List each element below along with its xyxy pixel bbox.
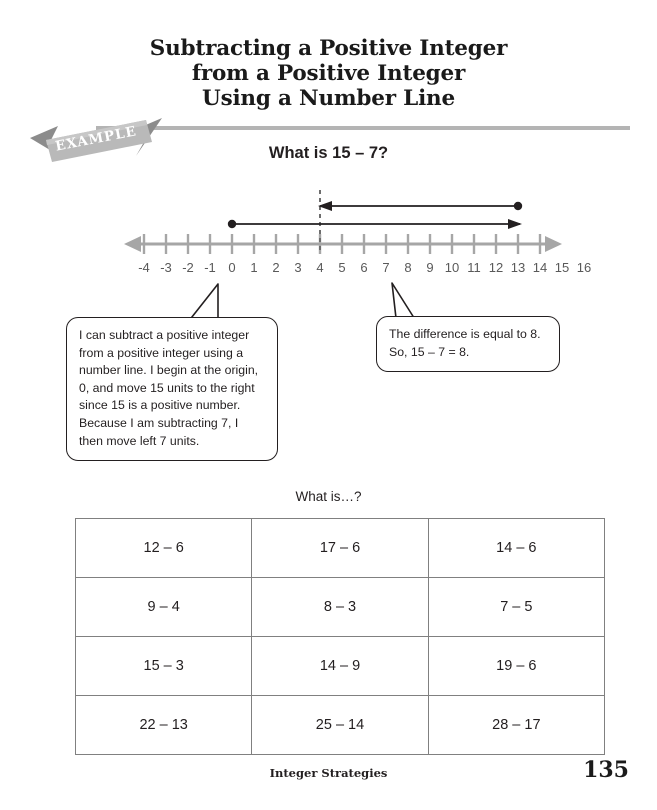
practice-problem-cell[interactable]: 7 – 5 (428, 578, 604, 637)
callout-left (66, 282, 286, 462)
practice-table (75, 518, 605, 755)
practice-prompt: What is…? (295, 489, 362, 504)
tick-label: 2 (272, 260, 280, 275)
tick-label: 11 (467, 260, 481, 275)
practice-problem-cell[interactable]: 25 – 14 (252, 696, 428, 755)
practice-problem-cell[interactable]: 14 – 6 (428, 519, 604, 578)
number-line-ticks (122, 234, 562, 254)
tick-label: -1 (204, 260, 216, 275)
example-divider-rule (96, 126, 630, 130)
practice-problem-cell[interactable]: 15 – 3 (76, 637, 252, 696)
table-row (76, 696, 605, 755)
tick-label: 9 (426, 260, 434, 275)
callout-right-line-2: So, 15 – 7 = 8. (389, 344, 470, 359)
tick-label: 6 (360, 260, 368, 275)
tick-label: 7 (382, 260, 390, 275)
number-line-tick-labels (138, 260, 591, 275)
tick-label: 4 (316, 260, 324, 275)
practice-problem-cell[interactable]: 14 – 9 (252, 637, 428, 696)
table-row (76, 637, 605, 696)
footer-section-title: Integer Strategies (269, 766, 388, 780)
table-row (76, 578, 605, 637)
practice-problem-cell[interactable]: 19 – 6 (428, 637, 604, 696)
practice-problem-cell[interactable]: 22 – 13 (76, 696, 252, 755)
tick-label: 15 (554, 260, 570, 275)
tick-label: 13 (510, 260, 526, 275)
callout-right-body (376, 316, 560, 372)
callout-left-text: I can subtract a positive integer from a positive integer using a number line. I begin at the origin, 0, and move 15 units to the right since 15 is a positive number. Because I am subtracting 7, I then move left 7 units. (66, 317, 278, 461)
footer-page-number: 135 (583, 757, 629, 783)
number-line-figure (0, 182, 657, 282)
tick-label: 14 (532, 260, 548, 275)
jump-arrow-first (228, 219, 522, 229)
table-row (76, 519, 605, 578)
practice-problem-cell[interactable]: 12 – 6 (76, 519, 252, 578)
tick-label: 12 (488, 260, 504, 275)
tick-label: 5 (338, 260, 346, 275)
tick-label: 8 (404, 260, 412, 275)
page-title-line-3: Using a Number Line (202, 86, 455, 111)
page-title-line-1: Subtracting a Positive Integer (149, 36, 508, 61)
tick-label: 10 (444, 260, 460, 275)
callout-right-line-1: The difference is equal to 8. (389, 327, 541, 341)
practice-problem-cell[interactable]: 17 – 6 (252, 519, 428, 578)
practice-problem-cell[interactable]: 8 – 3 (252, 578, 428, 637)
example-question: What is 15 – 7? (268, 144, 389, 162)
callout-right (370, 278, 570, 378)
tick-label: 0 (228, 260, 236, 275)
tick-label: 1 (250, 260, 258, 275)
tick-label: -2 (182, 260, 194, 275)
tick-label: -4 (138, 260, 150, 275)
practice-problem-cell[interactable]: 9 – 4 (76, 578, 252, 637)
tick-label: 3 (294, 260, 302, 275)
page-title (0, 36, 657, 111)
jump-arrow-second (318, 201, 522, 211)
page-title-line-2: from a Positive Integer (191, 61, 466, 86)
practice-problem-cell[interactable]: 28 – 17 (428, 696, 604, 755)
tick-label: 16 (576, 260, 592, 275)
example-ribbon-label: EXAMPLE (53, 123, 139, 155)
tick-label: -3 (160, 260, 172, 275)
